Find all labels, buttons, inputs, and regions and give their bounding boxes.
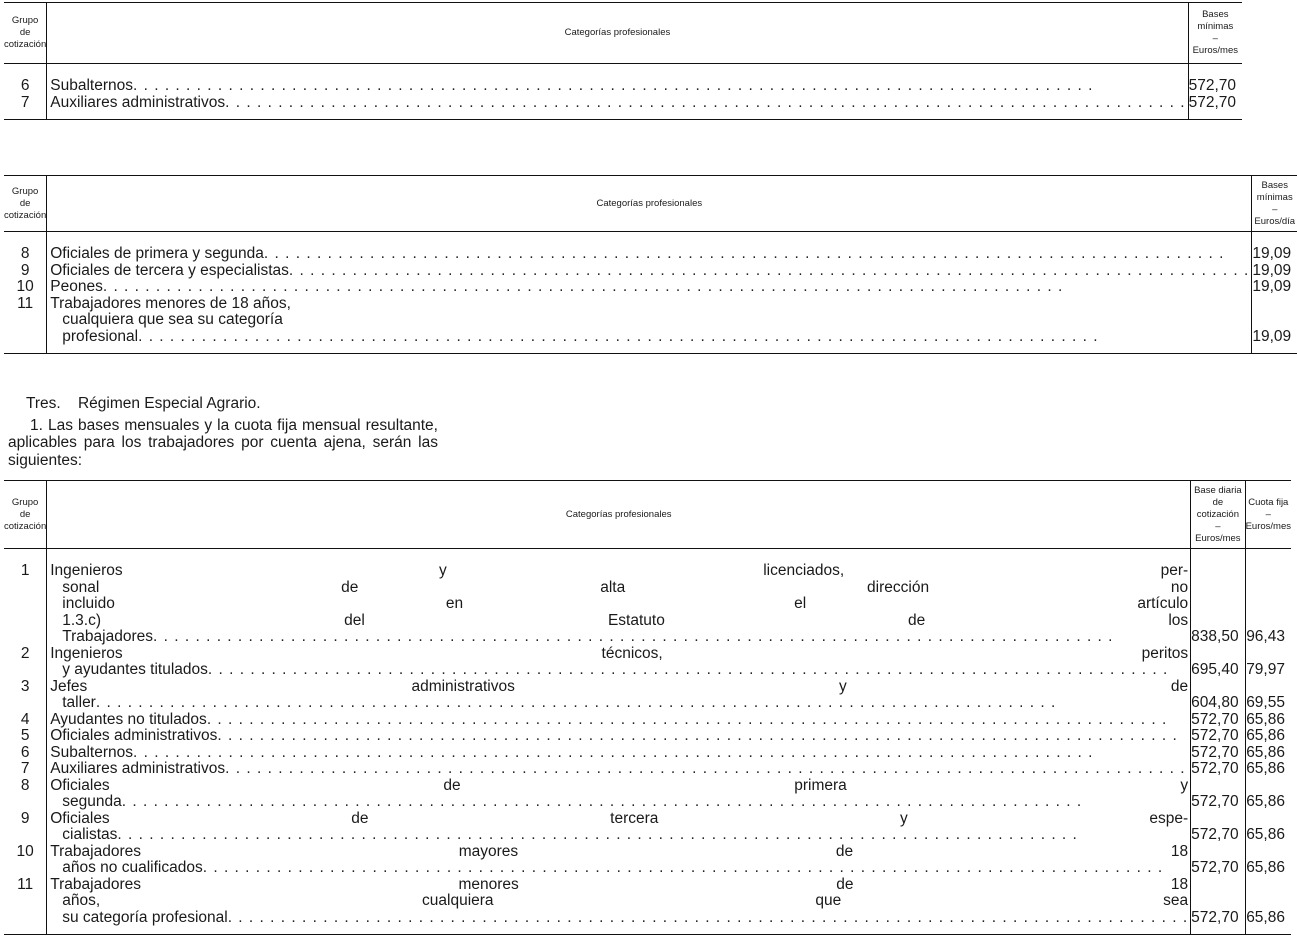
- table-row: 10 Peones . . . 19,09: [4, 279, 1297, 296]
- header-grupo: Grupo de cotización: [4, 481, 47, 549]
- table-row: 2 Ingenieros técnicos, peritos y ayudantes titulados . . . 695,40 79,97: [4, 646, 1291, 679]
- section-heading: Tres. Régimen Especial Agrario.: [26, 395, 261, 412]
- table-row: 3 Jefes administrativos y de taller . . . 604,80 69,55: [4, 679, 1291, 712]
- table-regimen-agrario: [4, 480, 1291, 935]
- header-categorias: Categorías profesionales: [47, 176, 1252, 232]
- section-tres: [8, 395, 438, 469]
- header-grupo: Grupo de cotización: [4, 3, 47, 64]
- header-cuota-fija: Cuota fija – Euros/mes: [1245, 481, 1291, 549]
- header-grupo: Grupo de cotización: [4, 176, 47, 232]
- header-base-diaria: Base diaria de cotización – Euros/mes: [1191, 481, 1245, 549]
- header-categorias: Categorías profesionales: [47, 481, 1191, 549]
- header-bases: Bases mínimas – Euros/mes: [1188, 3, 1242, 64]
- table-row: 8 Oficiales de primera y segunda . . . 572,70 65,86: [4, 778, 1291, 811]
- table-row: 6 Subalternos . . . 572,70: [4, 64, 1242, 95]
- header-categorias: Categorías profesionales: [47, 3, 1188, 64]
- table-row: 11 Trabajadores menores de 18 años, cualquiera que sea su categoría profesional . . . 572,70 65,86: [4, 877, 1291, 935]
- table-row: 4 Ayudantes no titulados . . . 572,70 65,86: [4, 712, 1291, 729]
- table-row: 6 Subalternos . . . 572,70 65,86: [4, 745, 1291, 762]
- table-row: 9 Oficiales de tercera y especialistas . . . 19,09: [4, 263, 1297, 280]
- table-bases-euros-mes: [4, 2, 1242, 120]
- table-row: 11 Trabajadores menores de 18 años, cualquiera que sea su categoría profesional . . . 19,09: [4, 296, 1297, 354]
- header-bases: Bases mínimas – Euros/día: [1252, 176, 1297, 232]
- table-row: 7 Auxiliares administrativos . . . 572,70 65,86: [4, 761, 1291, 778]
- table-row: 10 Trabajadores mayores de 18 años no cualificados . . . 572,70 65,86: [4, 844, 1291, 877]
- table-row: 5 Oficiales administrativos . . . 572,70 65,86: [4, 728, 1291, 745]
- table-row: 1 Ingenieros y licenciados, per- sonal de alta dirección no incluido en el artículo 1.3.c) del Estatuto de los Trabajadores . . . 838,50 96,43: [4, 549, 1291, 646]
- section-paragraph: 1. Las bases mensuales y la cuota fija mensual resultante, aplicables para los trabajadores por cuenta ajena, serán las siguientes:: [8, 416, 438, 469]
- table-row: 7 Auxiliares administrativos . . . 572,70: [4, 95, 1242, 120]
- table-bases-euros-dia: [4, 175, 1297, 354]
- table-row: 9 Oficiales de tercera y espe- cialistas . . . 572,70 65,86: [4, 811, 1291, 844]
- table-row: 8 Oficiales de primera y segunda . . . 19,09: [4, 232, 1297, 263]
